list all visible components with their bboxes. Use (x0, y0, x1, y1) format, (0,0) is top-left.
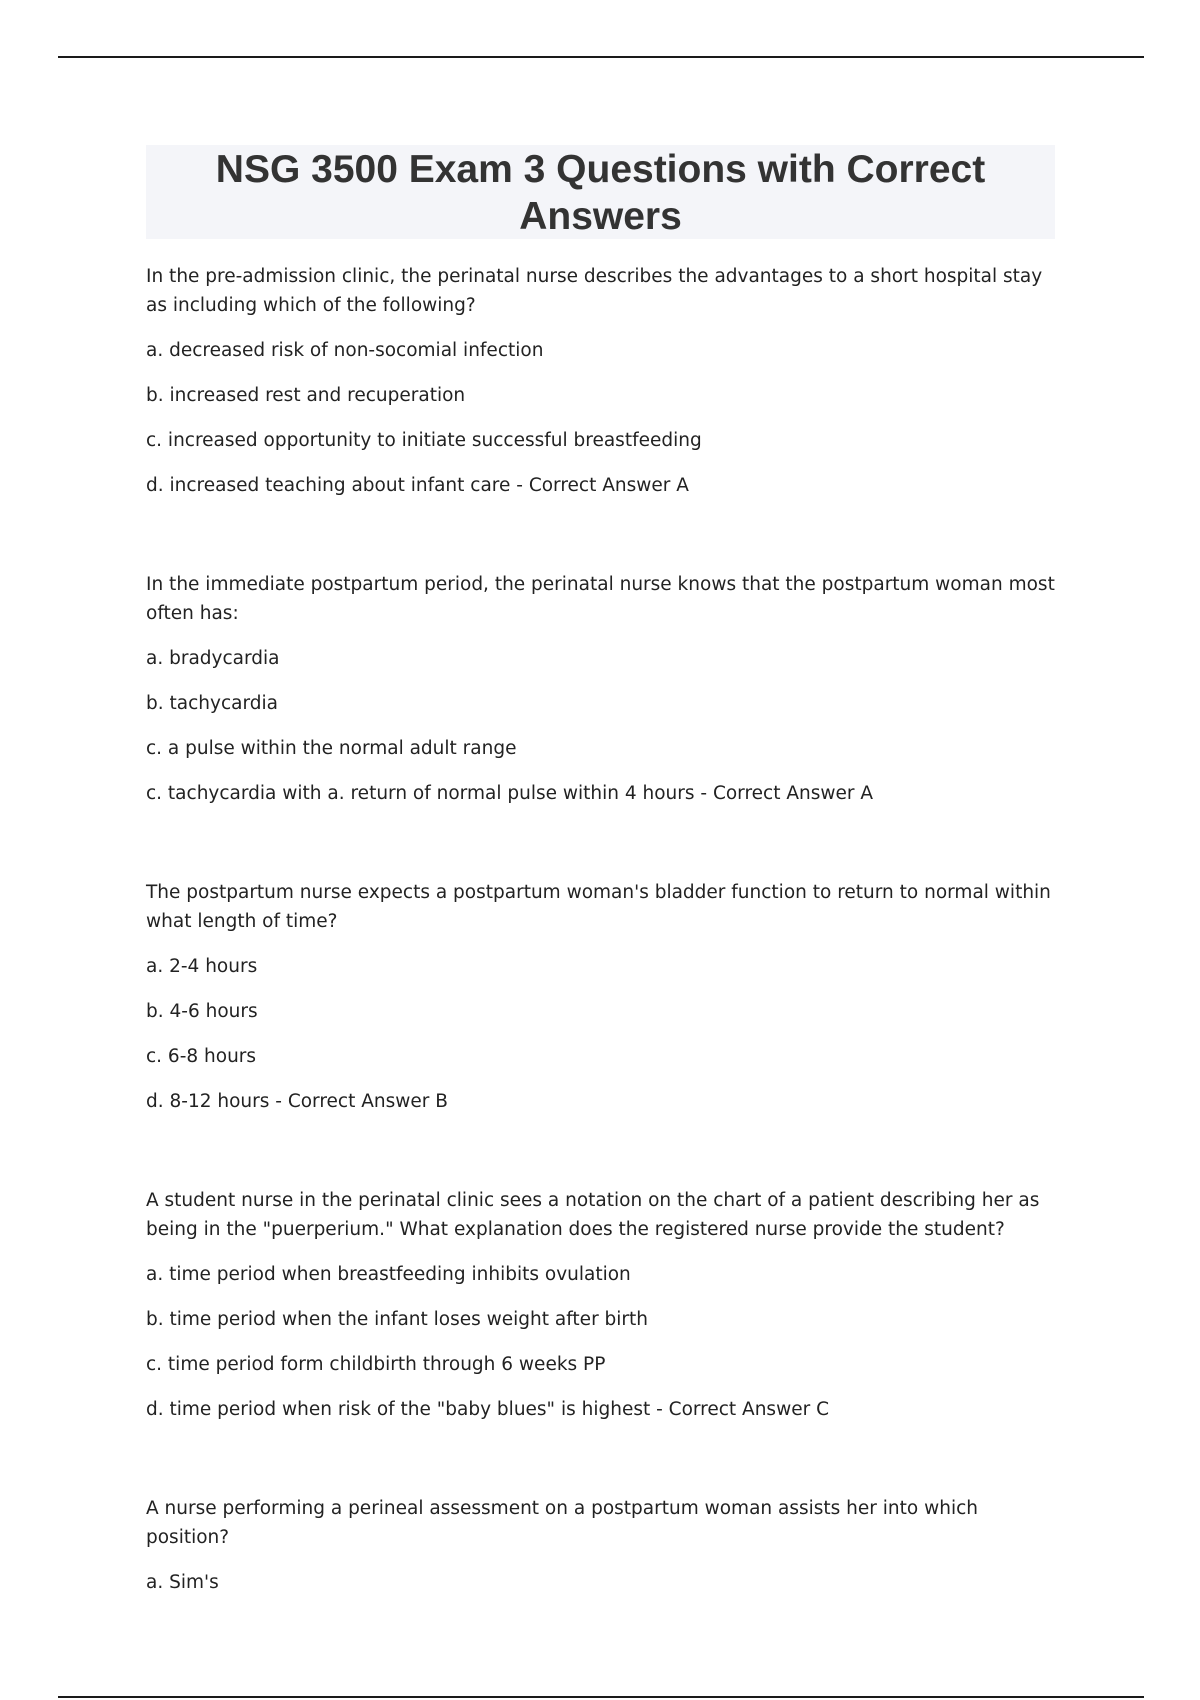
answer-option: b. increased rest and recuperation (146, 385, 466, 406)
title-banner (146, 145, 1055, 239)
header-rule (58, 56, 1144, 58)
answer-option: c. 6-8 hours (146, 1046, 257, 1067)
question-5 (146, 1494, 1055, 1597)
answer-option: a. time period when breastfeeding inhibits ovulation (146, 1264, 631, 1285)
question-text: The postpartum nurse expects a postpartum woman's bladder function to return to normal within what length of time? (146, 882, 1051, 932)
question-4 (146, 1186, 1055, 1424)
answer-option: a. 2-4 hours (146, 956, 258, 977)
answer-option: c. a pulse within the normal adult range (146, 738, 517, 759)
answer-option: d. increased teaching about infant care - Correct Answer A (146, 475, 689, 496)
answer-option: b. time period when the infant loses weight after birth (146, 1309, 649, 1330)
question-2 (146, 570, 1055, 808)
answer-option: d. time period when risk of the "baby blues" is highest - Correct Answer C (146, 1399, 829, 1420)
question-list (146, 262, 1055, 1667)
answer-option: a. decreased risk of non-socomial infection (146, 340, 544, 361)
document-title: NSG 3500 Exam 3 Questions with Correct Answers (215, 148, 986, 238)
answer-option: b. 4-6 hours (146, 1001, 258, 1022)
answer-option: c. tachycardia with a. return of normal pulse within 4 hours - Correct Answer A (146, 783, 874, 804)
question-text: In the pre-admission clinic, the perinatal nurse describes the advantages to a short hospital stay as including which of the following? (146, 266, 1043, 316)
question-3 (146, 878, 1055, 1116)
answer-option: d. 8-12 hours - Correct Answer B (146, 1091, 448, 1112)
question-text: A student nurse in the perinatal clinic sees a notation on the chart of a patient describing her as being in the "puerperium." What explanation does the registered nurse provide the student? (146, 1190, 1040, 1240)
answer-option: c. increased opportunity to initiate successful breastfeeding (146, 430, 702, 451)
question-text: In the immediate postpartum period, the perinatal nurse knows that the postpartum woman most often has: (146, 574, 1055, 624)
answer-option: a. Sim's (146, 1572, 219, 1593)
question-text: A nurse performing a perineal assessment on a postpartum woman assists her into which position? (146, 1498, 978, 1548)
answer-option: a. bradycardia (146, 648, 280, 669)
question-1 (146, 262, 1055, 500)
answer-option: b. tachycardia (146, 693, 278, 714)
answer-option: c. time period form childbirth through 6 weeks PP (146, 1354, 606, 1375)
footer-rule (58, 1696, 1144, 1698)
